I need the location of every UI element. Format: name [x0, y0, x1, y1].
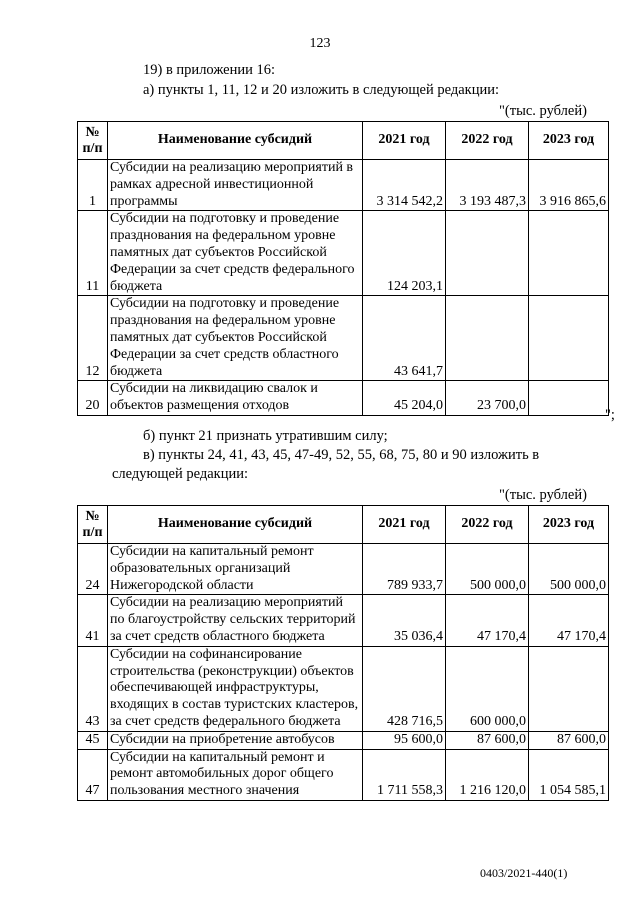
subsidies-table-1	[77, 121, 609, 416]
subsidy-name: Субсидии на реализацию мероприятий по благоустройству сельских территорий за счет средств областного бюджета	[108, 595, 363, 646]
table-row	[78, 211, 609, 296]
value-2022: 47 170,4	[446, 595, 529, 646]
value-2023: 500 000,0	[529, 544, 609, 595]
table-row	[78, 595, 609, 646]
subsidy-name: Субсидии на ликвидацию свалок и объектов размещения отходов	[108, 381, 363, 416]
row-number: 47	[78, 749, 108, 800]
header-2022: 2022 год	[446, 122, 529, 160]
header-num: № п/п	[78, 122, 108, 160]
table-row	[78, 731, 609, 749]
value-2022: 600 000,0	[446, 646, 529, 731]
row-number: 20	[78, 381, 108, 416]
value-2022	[446, 211, 529, 296]
header-2021: 2021 год	[363, 122, 446, 160]
header-2023: 2023 год	[529, 122, 609, 160]
value-2021: 1 711 558,3	[363, 749, 446, 800]
value-2021: 3 314 542,2	[363, 160, 446, 211]
intro-line-1: 19) в приложении 16:	[143, 62, 276, 78]
row-number: 24	[78, 544, 108, 595]
value-2023: 1 054 585,1	[529, 749, 609, 800]
intro-line-2: а) пункты 1, 11, 12 и 20 изложить в следующей редакции:	[143, 82, 500, 98]
subsidy-name: Субсидии на подготовку и проведение празднования на федеральном уровне памятных дат субъектов Российской Федерации за счет средств областного бюджета	[108, 296, 363, 381]
table-row	[78, 160, 609, 211]
value-2023	[529, 211, 609, 296]
value-2023: 47 170,4	[529, 595, 609, 646]
header-2022: 2022 год	[446, 506, 529, 544]
table-row	[78, 646, 609, 731]
value-2021: 35 036,4	[363, 595, 446, 646]
subsidy-name: Субсидии на капитальный ремонт образовательных организаций Нижегородской области	[108, 544, 363, 595]
value-2023	[529, 381, 609, 416]
value-2022: 3 193 487,3	[446, 160, 529, 211]
item-b-line: б) пункт 21 признать утратившим силу;	[143, 428, 388, 444]
value-2023	[529, 646, 609, 731]
subsidies-table-2	[77, 505, 609, 801]
subsidy-name: Субсидии на капитальный ремонт и ремонт автомобильных дорог общего пользования местного значения	[108, 749, 363, 800]
header-2021: 2021 год	[363, 506, 446, 544]
value-2021: 95 600,0	[363, 731, 446, 749]
header-2023: 2023 год	[529, 506, 609, 544]
end-quote: ";	[605, 407, 615, 423]
unit-label-1: "(тыс. рублей)	[499, 103, 587, 119]
value-2022: 1 216 120,0	[446, 749, 529, 800]
value-2022: 500 000,0	[446, 544, 529, 595]
value-2021: 428 716,5	[363, 646, 446, 731]
table-row	[78, 296, 609, 381]
value-2021: 789 933,7	[363, 544, 446, 595]
value-2021: 124 203,1	[363, 211, 446, 296]
subsidy-name: Субсидии на софинансирование строительства (реконструкции) объектов обеспечивающей инфраструктуры, входящих в состав туристских кластеров, за счет средств федерального бюджета	[108, 646, 363, 731]
page-number: 123	[309, 36, 331, 51]
row-number: 1	[78, 160, 108, 211]
subsidy-name: Субсидии на реализацию мероприятий в рамках адресной инвестиционной программы	[108, 160, 363, 211]
value-2021: 45 204,0	[363, 381, 446, 416]
header-name: Наименование субсидий	[108, 506, 363, 544]
value-2022: 87 600,0	[446, 731, 529, 749]
row-number: 43	[78, 646, 108, 731]
unit-label-2: "(тыс. рублей)	[499, 487, 587, 503]
row-number: 41	[78, 595, 108, 646]
value-2021: 43 641,7	[363, 296, 446, 381]
value-2022: 23 700,0	[446, 381, 529, 416]
value-2023: 87 600,0	[529, 731, 609, 749]
value-2023	[529, 296, 609, 381]
header-name: Наименование субсидий	[108, 122, 363, 160]
subsidy-name: Субсидии на подготовку и проведение празднования на федеральном уровне памятных дат субъектов Российской Федерации за счет средств федерального бюджета	[108, 211, 363, 296]
document-code: 0403/2021-440(1)	[480, 866, 568, 880]
header-num: № п/п	[78, 506, 108, 544]
row-number: 11	[78, 211, 108, 296]
table-row	[78, 381, 609, 416]
value-2022	[446, 296, 529, 381]
table-row	[78, 749, 609, 800]
subsidy-name: Субсидии на приобретение автобусов	[108, 731, 363, 749]
table-row	[78, 544, 609, 595]
item-v-line-2: следующей редакции:	[112, 466, 249, 482]
value-2023: 3 916 865,6	[529, 160, 609, 211]
row-number: 12	[78, 296, 108, 381]
row-number: 45	[78, 731, 108, 749]
item-v-line-1: в) пункты 24, 41, 43, 45, 47-49, 52, 55, 68, 75, 80 и 90 изложить в	[143, 447, 540, 463]
